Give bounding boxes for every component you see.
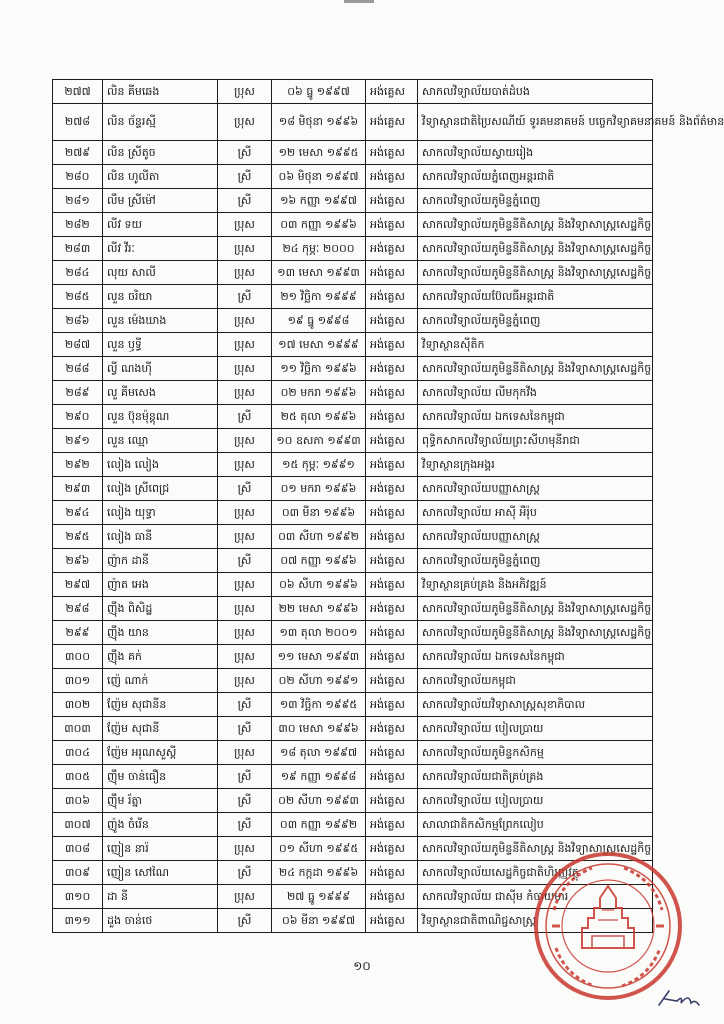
cell-nationality: អង់គ្លេស [366, 453, 418, 477]
cell-no: ៣០៦ [53, 789, 103, 813]
cell-dob: ១២ មេសា ១៩៩៥ [272, 141, 366, 165]
cell-institution: សាកលវិទ្យាល័យកម្ពុជា [418, 669, 653, 693]
cell-nationality: អង់គ្លេស [366, 717, 418, 741]
cell-dob: ២៤ កុម្ភៈ ២០០០ [272, 237, 366, 261]
cell-name: លៀង ស្រីពេជ្រ [103, 477, 218, 501]
cell-sex: ស្រី [218, 765, 272, 789]
cell-sex: ស្រី [218, 165, 272, 189]
cell-no: ២៨៩ [53, 381, 103, 405]
cell-dob: ១១ វិច្ឆិកា ១៩៩៦ [272, 357, 366, 381]
cell-sex: ប្រុស [218, 501, 272, 525]
table-row [53, 357, 653, 381]
table-row [53, 573, 653, 597]
page-number: ១០ [353, 959, 371, 973]
cell-sex: ប្រុស [218, 597, 272, 621]
cell-dob: ២៧ ធ្នូ ១៩៩៩ [272, 885, 366, 909]
cell-institution: សាកលវិទ្យាល័យ បៀលប្រាយ [418, 789, 653, 813]
cell-dob: ០២ សីហា ១៩៩៣ [272, 789, 366, 813]
cell-no: ៣១០ [53, 885, 103, 909]
cell-no: ៣០៤ [53, 741, 103, 765]
cell-sex: ស្រី [218, 285, 272, 309]
cell-dob: ០៣ សីហា ១៩៩២ [272, 525, 366, 549]
table-row [53, 501, 653, 525]
cell-sex: ស្រី [218, 405, 272, 429]
cell-name: ញ៉ឹម រ័ត្នា [103, 789, 218, 813]
cell-no: ២៩១ [53, 429, 103, 453]
cell-dob: ១៥ កុម្ភៈ ១៩៩១ [272, 453, 366, 477]
cell-sex: ប្រុស [218, 213, 272, 237]
cell-institution: សាកលវិទ្យាល័យប៊ែលធីអន្តរជាតិ [418, 285, 653, 309]
cell-institution: សាកលវិទ្យាល័យភូមិន្ទនីតិសាស្ត្រ និងវិទ្យាសាស្ត្រសេដ្ឋកិច្ច [418, 357, 653, 381]
cell-no: ២៩៥ [53, 525, 103, 549]
cell-dob: ១៣ មេសា ១៩៩៣ [272, 261, 366, 285]
cell-dob: ៣០ មេសា ១៩៩៦ [272, 717, 366, 741]
cell-nationality: អង់គ្លេស [366, 104, 418, 141]
cell-name: ញ៉េ ណាក់ [103, 669, 218, 693]
cell-institution: វិទ្យាស្ថានក្រុងអង្គរ [418, 453, 653, 477]
cell-dob: ២២ មេសា ១៩៩៦ [272, 597, 366, 621]
cell-name: លៀង លៀង [103, 453, 218, 477]
cell-institution: សាកលវិទ្យាល័យបាត់ដំបង [418, 80, 653, 104]
cell-sex: ប្រុស [218, 237, 272, 261]
cell-name: ញ៉ែម សុជានីន [103, 693, 218, 717]
cell-sex: ស្រី [218, 693, 272, 717]
cell-sex: ប្រុស [218, 669, 272, 693]
cell-institution: ពុទ្ធិកសាកលវិទ្យាល័យព្រះសីហមុនីរាជា [418, 429, 653, 453]
cell-no: ២៨១ [53, 189, 103, 213]
cell-name: ដួង ចាន់ថេ [103, 909, 218, 933]
roster-body [53, 80, 724, 933]
cell-name: ញ៉ឹម ចាន់ធឿន [103, 765, 218, 789]
cell-nationality: អង់គ្លេស [366, 573, 418, 597]
table-row [53, 741, 653, 765]
table-row [53, 453, 653, 477]
table-row [53, 789, 653, 813]
cell-dob: ២៤ កក្កដា ១៩៩៦ [272, 861, 366, 885]
cell-sex: ស្រី [218, 717, 272, 741]
cell-name: លួន ចរិយា [103, 285, 218, 309]
cell-institution: សាកលវិទ្យាល័យភូមិន្ទនីតិសាស្ត្រ និងវិទ្យាសាស្ត្រសេដ្ឋកិច្ច [418, 837, 653, 861]
cell-sex: ប្រុស [218, 333, 272, 357]
cell-institution: សាកលវិទ្យាល័យ អាស៊ី អឺរ៉ុប [418, 501, 653, 525]
cell-institution: សាកលវិទ្យាល័យភូមិន្ទភ្នំពេញ [418, 189, 653, 213]
table-row [53, 213, 653, 237]
table-row [53, 189, 653, 213]
cell-name: លិន ហូលីតា [103, 165, 218, 189]
cell-institution: សាកលវិទ្យាល័យភូមិន្ទកសិកម្ម [418, 741, 653, 765]
cell-no: ៣០០ [53, 645, 103, 669]
cell-name: លឹម ស្រីម៉ៅ [103, 189, 218, 213]
cell-institution: សាកលវិទ្យាល័យបញ្ញាសាស្ត្រ [418, 525, 653, 549]
table-row [53, 104, 653, 141]
cell-nationality: អង់គ្លេស [366, 429, 418, 453]
cell-no: ២៨៣ [53, 237, 103, 261]
cell-dob: ១៩ កញ្ញា ១៩៩៨ [272, 765, 366, 789]
table-row [53, 645, 653, 669]
table-row [53, 429, 653, 453]
cell-institution: សាកលវិទ្យាល័យភូមិន្ទនីតិសាស្ត្រ និងវិទ្យាសាស្ត្រសេដ្ឋកិច្ច [418, 261, 653, 285]
cell-nationality: អង់គ្លេស [366, 597, 418, 621]
cell-no: ២៨៥ [53, 285, 103, 309]
table-row [53, 597, 653, 621]
cell-sex: ប្រុស [218, 104, 272, 141]
cell-no: ២៩០ [53, 405, 103, 429]
cell-dob: ១៨ តុលា ១៩៩៧ [272, 741, 366, 765]
cell-dob: ០៦ មិថុនា ១៩៩៧ [272, 165, 366, 189]
official-seal-icon [532, 850, 684, 1002]
cell-dob: ១០ ឧសភា ១៩៩៣ [272, 429, 366, 453]
cell-no: ២៧៧ [53, 80, 103, 104]
cell-dob: ០៦ សីហា ១៩៩៦ [272, 573, 366, 597]
cell-sex: ប្រុស [218, 621, 272, 645]
cell-nationality: អង់គ្លេស [366, 477, 418, 501]
cell-name: លិន គីមឆេង [103, 80, 218, 104]
cell-sex: ស្រី [218, 189, 272, 213]
cell-no: ៣០៩ [53, 861, 103, 885]
cell-nationality: អង់គ្លេស [366, 333, 418, 357]
cell-institution: សាកលវិទ្យាល័យ ជាស៊ីម កំចាយមារ [418, 885, 653, 909]
cell-no: ២៩៣ [53, 477, 103, 501]
cell-dob: ១៨ មិថុនា ១៩៩៦ [272, 104, 366, 141]
cell-nationality: អង់គ្លេស [366, 285, 418, 309]
cell-dob: ១៧ មេសា ១៩៩៩ [272, 333, 366, 357]
cell-name: លិន ស្រីតូច [103, 141, 218, 165]
cell-dob: ០៧ កញ្ញា ១៩៩៦ [272, 549, 366, 573]
cell-dob: ០២ មករា ១៩៩៦ [272, 381, 366, 405]
cell-no: ២៨៨ [53, 357, 103, 381]
cell-no: ៣០៥ [53, 765, 103, 789]
cell-nationality: អង់គ្លេស [366, 213, 418, 237]
cell-no: ២៩៩ [53, 621, 103, 645]
cell-nationality: អង់គ្លេស [366, 525, 418, 549]
cell-name: ញ៉ាក ដានី [103, 549, 218, 573]
cell-institution: សាកលវិទ្យាល័យភូមិន្ទនីតិសាស្ត្រ និងវិទ្យាសាស្ត្រសេដ្ឋកិច្ច [418, 213, 653, 237]
table-row [53, 141, 653, 165]
cell-no: ២៧៩ [53, 141, 103, 165]
table-row [53, 525, 653, 549]
cell-institution: វិទ្យាស្ថានជាតិប្រៃសណីយ៍ ទូរគមនាគមន៍ បច្ចេកវិទ្យាគមនាគមន៍ និងព័ត៌មាន [418, 104, 653, 141]
cell-no: ២៩៨ [53, 597, 103, 621]
cell-nationality: អង់គ្លេស [366, 837, 418, 861]
cell-name: ញៀន នារ៉ [103, 837, 218, 861]
cell-no: ៣០១ [53, 669, 103, 693]
cell-sex: ប្រុស [218, 573, 272, 597]
table-row [53, 80, 653, 104]
cell-no: ២៩៦ [53, 549, 103, 573]
table-row [53, 765, 653, 789]
cell-institution: សាកលវិទ្យាល័យភូមិន្ទនីតិសាស្ត្រ និងវិទ្យាសាស្ត្រសេដ្ឋកិច្ច [418, 621, 653, 645]
cell-dob: ០៦ ធ្នូ ១៩៩៧ [272, 80, 366, 104]
cell-nationality: អង់គ្លេស [366, 645, 418, 669]
cell-no: ២៨៦ [53, 309, 103, 333]
cell-name: លីវ វីរៈ [103, 237, 218, 261]
cell-nationality: អង់គ្លេស [366, 861, 418, 885]
cell-nationality: អង់គ្លេស [366, 621, 418, 645]
cell-name: ញ៉ែម សុជានី [103, 717, 218, 741]
cell-dob: ២៥ តុលា ១៩៩៦ [272, 405, 366, 429]
cell-nationality: អង់គ្លេស [366, 357, 418, 381]
cell-institution: វិទ្យាស្ថានគ្រប់គ្រង និងអភិវឌ្ឍន៍ [418, 573, 653, 597]
cell-no: ៣១១ [53, 909, 103, 933]
cell-nationality: អង់គ្លេស [366, 741, 418, 765]
table-row [53, 333, 653, 357]
cell-institution: សាលាជាតិកសិកម្មព្រែកលៀប [418, 813, 653, 837]
cell-dob: ០១ មករា ១៩៩៦ [272, 477, 366, 501]
cell-institution: សាកលវិទ្យាល័យភូមិន្ទភ្នំពេញ [418, 549, 653, 573]
cell-dob: ១១ មេសា ១៩៩៣ [272, 645, 366, 669]
cell-nationality: អង់គ្លេស [366, 381, 418, 405]
cell-institution: សាកលវិទ្យាល័យ ឯកទេសនៃកម្ពុជា [418, 405, 653, 429]
table-row [53, 621, 653, 645]
table-row [53, 237, 653, 261]
cell-name: លុយ សាលី [103, 261, 218, 285]
cell-sex: ប្រុស [218, 429, 272, 453]
cell-sex: ប្រុស [218, 357, 272, 381]
cell-nationality: អង់គ្លេស [366, 813, 418, 837]
table-row [53, 813, 653, 837]
cell-name: ល្វី ណងហ៊ី [103, 357, 218, 381]
cell-name: លៀង យុទ្ធា [103, 501, 218, 525]
cell-name: លួន ឈ្មោ [103, 429, 218, 453]
cell-sex: ប្រុស [218, 525, 272, 549]
cell-dob: ១៣ វិច្ឆិកា ១៩៩៥ [272, 693, 366, 717]
cell-name: ញៀន សៅណៃ [103, 861, 218, 885]
cell-name: លិន ច័ន្ទរស្មី [103, 104, 218, 141]
table-row [53, 477, 653, 501]
cell-no: ២៩៧ [53, 573, 103, 597]
cell-name: ញ៉ែម អរុណសួស្តី [103, 741, 218, 765]
cell-sex: ប្រុស [218, 453, 272, 477]
cell-institution: វិទ្យាស្ថានជាតិពាណិជ្ជសាស្ត្រ [418, 909, 653, 933]
cell-name: លៀង ធានី [103, 525, 218, 549]
cell-sex: ប្រុស [218, 741, 272, 765]
cell-institution: សាកលវិទ្យាល័យសេដ្ឋកិច្ចជាតិហិរញ្ញវត្ថុ [418, 861, 653, 885]
cell-no: ៣០៣ [53, 717, 103, 741]
table-row [53, 405, 653, 429]
cell-dob: ០៣ មីនា ១៩៩៦ [272, 501, 366, 525]
cell-sex: ស្រី [218, 789, 272, 813]
cell-nationality: អង់គ្លេស [366, 165, 418, 189]
cell-no: ២៩២ [53, 453, 103, 477]
table-row [53, 309, 653, 333]
cell-sex: ស្រី [218, 909, 272, 933]
cell-sex: ប្រុស [218, 645, 272, 669]
cell-dob: ១៦ កញ្ញា ១៩៩៧ [272, 189, 366, 213]
cell-sex: ប្រុស [218, 261, 272, 285]
table-row [53, 285, 653, 309]
cell-institution: វិទ្យាស្ថានស៊ីតិក [418, 333, 653, 357]
cell-nationality: អង់គ្លេស [366, 189, 418, 213]
cell-no: ២៧៨ [53, 104, 103, 141]
cell-no: ២៨៤ [53, 261, 103, 285]
cell-institution: សាកលវិទ្យាល័យជាតិគ្រប់គ្រង [418, 765, 653, 789]
cell-sex: ស្រី [218, 477, 272, 501]
cell-name: ញ៉ឹង គក់ [103, 645, 218, 669]
cell-dob: ១៣ តុលា ២០០១ [272, 621, 366, 645]
table-row [53, 261, 653, 285]
table-row [53, 669, 653, 693]
cell-no: ២៨២ [53, 213, 103, 237]
cell-sex: ស្រី [218, 549, 272, 573]
cell-institution: សាកលវិទ្យាល័យភ្នំពេញអន្តរជាតិ [418, 165, 653, 189]
cell-institution: សាកលវិទ្យាល័យ បៀលប្រាយ [418, 717, 653, 741]
cell-name: ញ៉ាត អេង [103, 573, 218, 597]
cell-sex: ប្រុស [218, 885, 272, 909]
cell-no: ២៨៧ [53, 333, 103, 357]
cell-dob: ១៩ ធ្នូ ១៩៩៨ [272, 309, 366, 333]
cell-dob: ០៦ មីនា ១៩៩៧ [272, 909, 366, 933]
cell-institution: សាកលវិទ្យាល័យបញ្ញាសាស្ត្រ [418, 477, 653, 501]
cell-sex: ស្រី [218, 861, 272, 885]
cell-dob: ០៣ កញ្ញា ១៩៩២ [272, 813, 366, 837]
cell-nationality: អង់គ្លេស [366, 549, 418, 573]
cell-nationality: អង់គ្លេស [366, 80, 418, 104]
cell-nationality: អង់គ្លេស [366, 885, 418, 909]
cell-nationality: អង់គ្លេស [366, 669, 418, 693]
cell-institution: សាកលវិទ្យាល័យភូមិន្ទនីតិសាស្ត្រ និងវិទ្យាសាស្ត្រសេដ្ឋកិច្ច [418, 597, 653, 621]
cell-nationality: អង់គ្លេស [366, 789, 418, 813]
cell-sex: ប្រុស [218, 837, 272, 861]
table-row [53, 693, 653, 717]
cell-dob: ០២ សីហា ១៩៩១ [272, 669, 366, 693]
cell-nationality: អង់គ្លេស [366, 309, 418, 333]
cell-name: លួន ឫទ្ធី [103, 333, 218, 357]
cell-name: លួ គីមសេង [103, 381, 218, 405]
signature-mark [655, 985, 705, 1013]
roster-table [52, 79, 724, 933]
cell-sex: ស្រី [218, 813, 272, 837]
cell-nationality: អង់គ្លេស [366, 261, 418, 285]
cell-nationality: អង់គ្លេស [366, 909, 418, 933]
cell-no: ៣០៧ [53, 813, 103, 837]
cell-sex: ប្រុស [218, 309, 272, 333]
cell-nationality: អង់គ្លេស [366, 141, 418, 165]
cell-no: ២៩៤ [53, 501, 103, 525]
cell-nationality: អង់គ្លេស [366, 693, 418, 717]
cell-no: ២៨០ [53, 165, 103, 189]
cell-nationality: អង់គ្លេស [366, 765, 418, 789]
cell-institution: សាកលវិទ្យាល័យ លីមកុកវីង [418, 381, 653, 405]
cell-name: ញ៉ឹង ពិសិដ្ឋ [103, 597, 218, 621]
cell-sex: ប្រុស [218, 80, 272, 104]
cell-name: ដា នី [103, 885, 218, 909]
cell-name: លួន ប៊ុនម៉ុន្តុណ [103, 405, 218, 429]
cell-no: ៣០៨ [53, 837, 103, 861]
cell-nationality: អង់គ្លេស [366, 405, 418, 429]
cell-sex: ស្រី [218, 141, 272, 165]
table-row [53, 717, 653, 741]
cell-nationality: អង់គ្លេស [366, 237, 418, 261]
cell-sex: ប្រុស [218, 381, 272, 405]
cell-dob: ២១ វិច្ឆិកា ១៩៩៩ [272, 285, 366, 309]
cell-name: ញ៉ឹង យាន [103, 621, 218, 645]
cell-dob: ០១ សីហា ១៩៩៥ [272, 837, 366, 861]
cell-name: លួន ម៉េងឃាង [103, 309, 218, 333]
cell-institution: សាកលវិទ្យាល័យវិទ្យាសាស្ត្រសុខាភិបាល [418, 693, 653, 717]
cell-institution: សាកលវិទ្យាល័យភូមិន្ទនីតិសាស្ត្រ និងវិទ្យាសាស្ត្រសេដ្ឋកិច្ច [418, 237, 653, 261]
cell-nationality: អង់គ្លេស [366, 501, 418, 525]
cell-institution: សាកលវិទ្យាល័យភូមិន្ទភ្នំពេញ [418, 309, 653, 333]
cell-name: លីវ ទយ [103, 213, 218, 237]
top-binding-mark [344, 0, 374, 3]
table-row [53, 165, 653, 189]
cell-institution: សាកលវិទ្យាល័យស្វាយរៀង [418, 141, 653, 165]
cell-no: ៣០២ [53, 693, 103, 717]
table-row [53, 549, 653, 573]
cell-name: ញ៉ូង ចំរើន [103, 813, 218, 837]
cell-dob: ០៣ កញ្ញា ១៩៩៦ [272, 213, 366, 237]
table-row [53, 381, 653, 405]
cell-institution: សាកលវិទ្យាល័យ ឯកទេសនៃកម្ពុជា [418, 645, 653, 669]
